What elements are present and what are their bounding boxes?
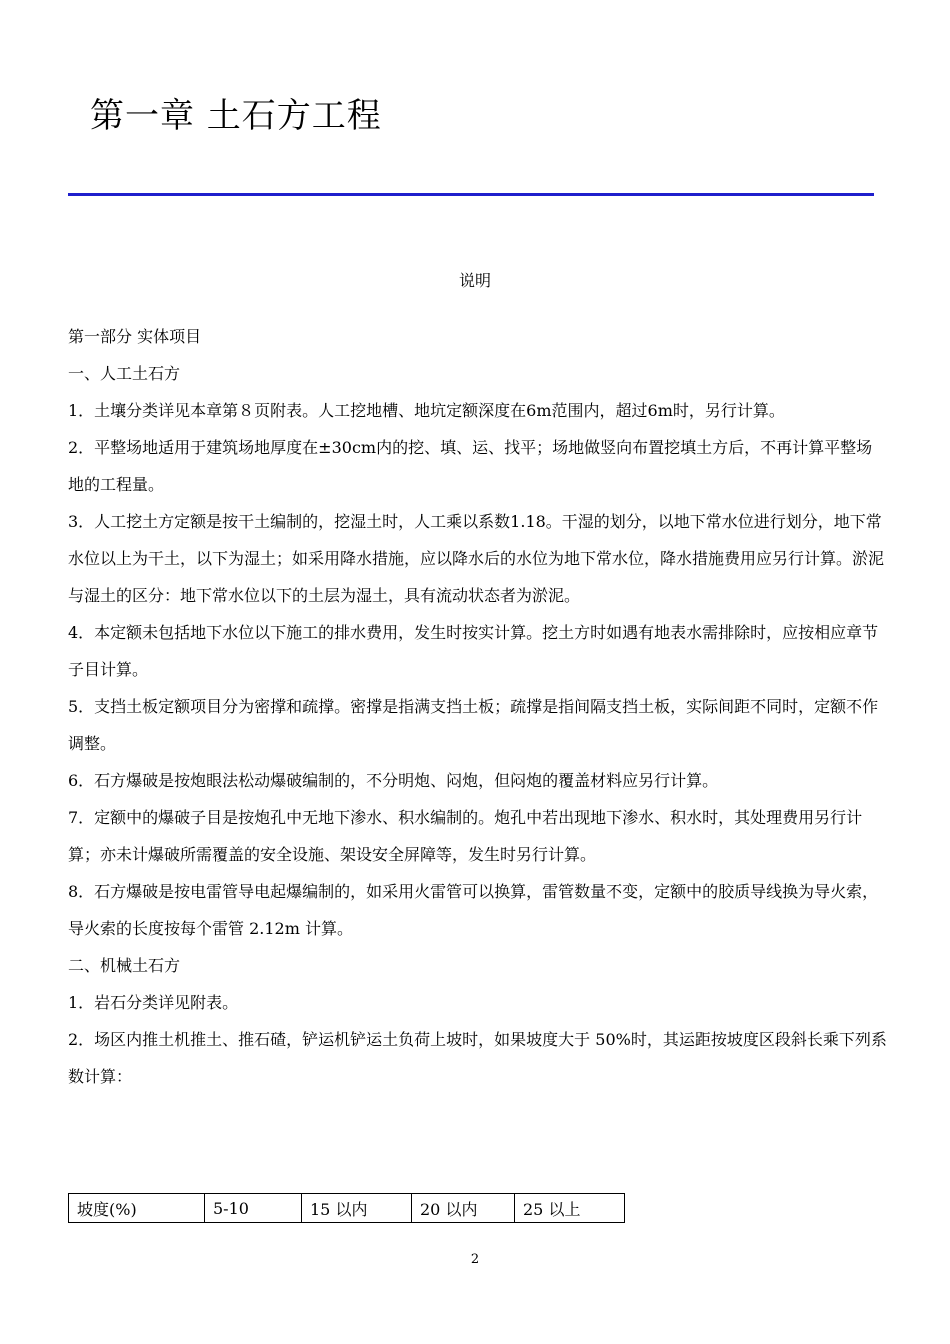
section-heading: 说明	[458, 271, 491, 290]
title-divider	[68, 193, 874, 196]
paragraph-4: 4．本定额未包括地下水位以下施工的排水费用，发生时按实计算。挖土方时如遇有地表水需排除时，应按相应章节子目计算。	[68, 623, 879, 679]
paragraph-5: 5．支挡土板定额项目分为密撑和疏撑。密撑是指满支挡土板；疏撑是指间隔支挡土板，实际间距不同时，定额不作调整。	[68, 697, 879, 753]
table-cell: 15 以内	[302, 1194, 412, 1223]
table-cell: 5-10	[205, 1194, 302, 1223]
paragraph-1: 1．土壤分类详见本章第８页附表。人工挖地槽、地坑定额深度在6m范围内，超过6m时，另行计算。	[68, 401, 785, 420]
page-number: 2	[470, 1252, 480, 1267]
paragraph-3: 3．人工挖土方定额是按干土编制的，挖湿土时，人工乘以系数1.18。干湿的划分，以地下常水位进行划分，地下常水位以上为干土，以下为湿土；如采用降水措施，应以降水后的水位为地下常水位，降水措施费用应另行计算。淤泥与湿土的区分：地下常水位以下的土层为湿土，具有流动状态者为淤泥。	[68, 512, 885, 605]
part-heading: 第一部分 实体项目	[68, 327, 202, 346]
table-cell: 25 以上	[515, 1194, 625, 1223]
paragraph-8: 8．石方爆破是按电雷管导电起爆编制的，如采用火雷管可以换算，雷管数量不变，定额中的胶质导线换为导火索，导火索的长度按每个雷管 2.12m 计算。	[68, 882, 879, 938]
subsection-heading-manual: 一、人工土石方	[68, 364, 181, 383]
table-cell: 坡度(%)	[69, 1194, 205, 1223]
paragraph-2: 2．平整场地适用于建筑场地厚度在±30cm内的挖、填、运、找平；场地做竖向布置挖填土方后，不再计算平整场地的工程量。	[68, 438, 873, 494]
paragraph-7: 7．定额中的爆破子目是按炮孔中无地下渗水、积水编制的。炮孔中若出现地下渗水、积水时，其处理费用另行计算；亦未计爆破所需覆盖的安全设施、架设安全屏障等，发生时另行计算。	[68, 808, 863, 864]
paragraph-6: 6．石方爆破是按炮眼法松动爆破编制的，不分明炮、闷炮，但闷炮的覆盖材料应另行计算。	[68, 771, 719, 790]
subsection-heading-machine: 二、机械土石方	[68, 956, 181, 975]
paragraph-machine-1: 1．岩石分类详见附表。	[68, 993, 239, 1012]
paragraph-machine-2: 2．场区内推土机推土、推石碴，铲运机铲运土负荷上坡时，如果坡度大于 50%时，其运距按坡度区段斜长乘下列系数计算：	[68, 1030, 887, 1086]
table-cell: 20 以内	[412, 1194, 515, 1223]
slope-table	[68, 1193, 625, 1223]
table-row	[69, 1194, 625, 1223]
body-text	[68, 318, 888, 1095]
chapter-title: 第一章 土石方工程	[90, 96, 382, 136]
